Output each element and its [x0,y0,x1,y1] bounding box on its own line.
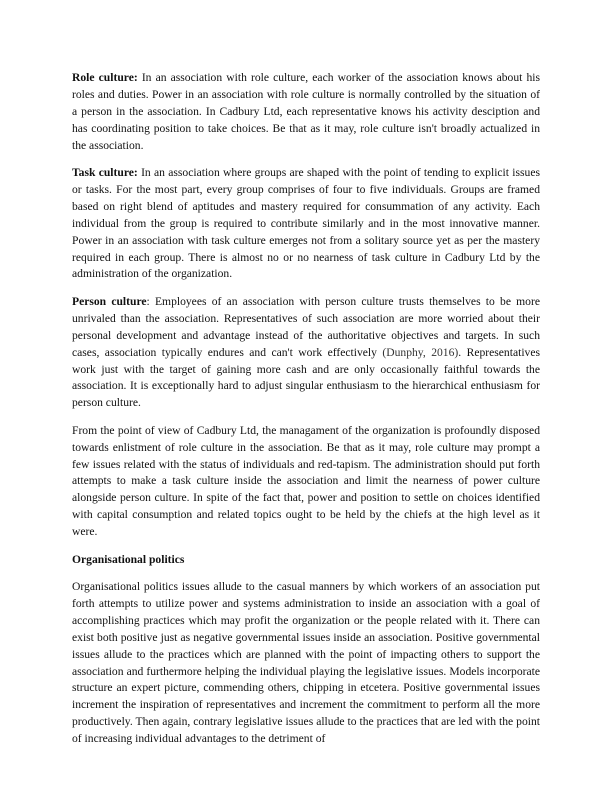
role-culture-paragraph [72,70,540,155]
person-culture-text-after-citation: . Representatives work just with the target of gaining more cash and are only occasionally faithful towards the association. It is exceptionally hard to adjust singular enthusiasm to the hierarchical enthusiasm for person culture. [72,345,540,410]
person-culture-paragraph [72,294,540,412]
politics-body-paragraph: Organisational politics issues allude to the casual manners by which workers of an association put forth attempts to utilize power and systems administration to inside an association with a goal of accomplishing practices which may profit the organization or the people related with it. There can exist both positive just as negative governmental issues inside an association. Positive governmental issues allude to the practices which are planned with the point of impacting others to support the association and furthermore helping the individual playing the legislative issues. Models incorporate structure an expert picture, commending others, chipping in etcetera. Positive governmental issues increment the inspiration of representatives and increment the commitment to perform all the more productively. Then again, contrary legislative issues allude to the practices that are led with the point of increasing individual advantages to the detriment of [72,579,540,746]
citation: (Dunphy, 2016) [382,345,459,359]
cadbury-view-paragraph: From the point of view of Cadbury Ltd, the managament of the organization is profoundly disposed towards enlistment of role culture in the association. Be that as it may, role culture may prompt a few issues related with the status of individuals and red-tapism. The administration should put forth attempts to make a task culture inside the association and limit the nearness of power culture alongside person culture. In spite of the fact that, power and position to settle on choices identified with capital consumption and related topics ought to be held by the chiefs at the high level as it were. [72,423,540,539]
role-culture-text: In an association with role culture, each worker of the association knows about his roles and duties. Power in an association with role culture is normally controlled by the situation of a person in the association. In Cadbury Ltd, each representative knows his activity desciption and has coordinating position to take choices. Be that as it may, role culture isn't broadly actualized in the association. [72,71,540,152]
task-culture-paragraph [72,165,540,283]
task-culture-text: In an association where groups are shaped with the point of tending to explicit issues or tasks. For the most part, every group comprises of four to five individuals. Groups are framed based on right blend of aptitudes and mastery required for consummation of any activity. Each individual from the group is required to contribute similarly and in the most innovative manner. Power in an association with task culture emerges not from a solitary source yet as per the mastery required in each group. There is almost no or no nearness of task culture in Cadbury Ltd by the administration of the organization. [72,166,540,281]
person-culture-lead: Person culture [72,294,147,308]
section-heading: Organisational politics [72,552,185,566]
role-culture-lead: Role culture: [72,71,138,84]
document-page [72,70,540,759]
person-culture-text-before-citation: : Employees of an association with person culture trusts themselves to be more unrivaled than the association. Representatives of such association are more worried about their personal development and advantage instead of the authoritative objectives and targets. In such cases, association typically endures and can't work effectively [72,294,540,359]
task-culture-lead: Task culture: [72,166,138,180]
